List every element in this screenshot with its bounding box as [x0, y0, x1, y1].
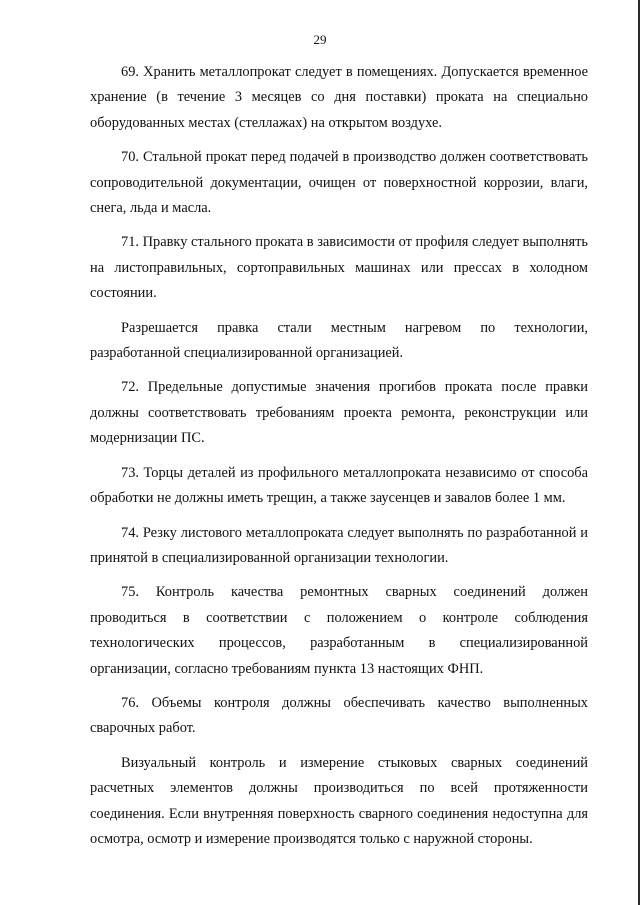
paragraph-71: 71. Правку стального проката в зависимости от профиля следует выполнять на листоправильных, сортоправильных машинах или прессах в холодном состоянии. — [90, 234, 588, 302]
body-text — [90, 60, 588, 861]
paragraph-75: 75. Контроль качества ремонтных сварных соединений должен проводиться в соответствии с положением о контроле соблюдения технологических процессов, разработанным в специализированной организации, согласно требованиям пункта 13 настоящих ФНП. — [90, 584, 588, 677]
paragraph-76-note: Визуальный контроль и измерение стыковых сварных соединений расчетных элементов должны производиться по всей протяженности соединения. Если внутренняя поверхность сварного соединения недоступна для осмотра, осмотр и измерение производятся только с наружной стороны. — [90, 754, 588, 847]
paragraph-71-note: Разрешается правка стали местным нагревом по технологии, разработанной специализированной организацией. — [90, 319, 588, 362]
paragraph-73: 73. Торцы деталей из профильного металлопроката независимо от способа обработки не должны иметь трещин, а также заусенцев и завалов более 1 мм. — [90, 464, 588, 507]
paragraph-72: 72. Предельные допустимые значения прогибов проката после правки должны соответствовать требованиям проекта ремонта, реконструкции или модернизации ПС. — [90, 379, 588, 447]
paragraph-69: 69. Хранить металлопрокат следует в помещениях. Допускается временное хранение (в течение 3 месяцев со дня поставки) проката на специально оборудованных местах (стеллажах) на открытом воздухе. — [90, 64, 588, 131]
paragraph-70: 70. Стальной прокат перед подачей в производство должен соответствовать сопроводительной документации, очищен от поверхностной коррозии, влаги, снега, льда и масла. — [90, 149, 588, 217]
paragraph-74: 74. Резку листового металлопроката следует выполнять по разработанной и принятой в специализированной организации технологии. — [90, 524, 588, 566]
page-number: 29 — [313, 32, 327, 47]
paragraph-76: 76. Объемы контроля должны обеспечивать качество выполненных сварочных работ. — [90, 694, 588, 737]
